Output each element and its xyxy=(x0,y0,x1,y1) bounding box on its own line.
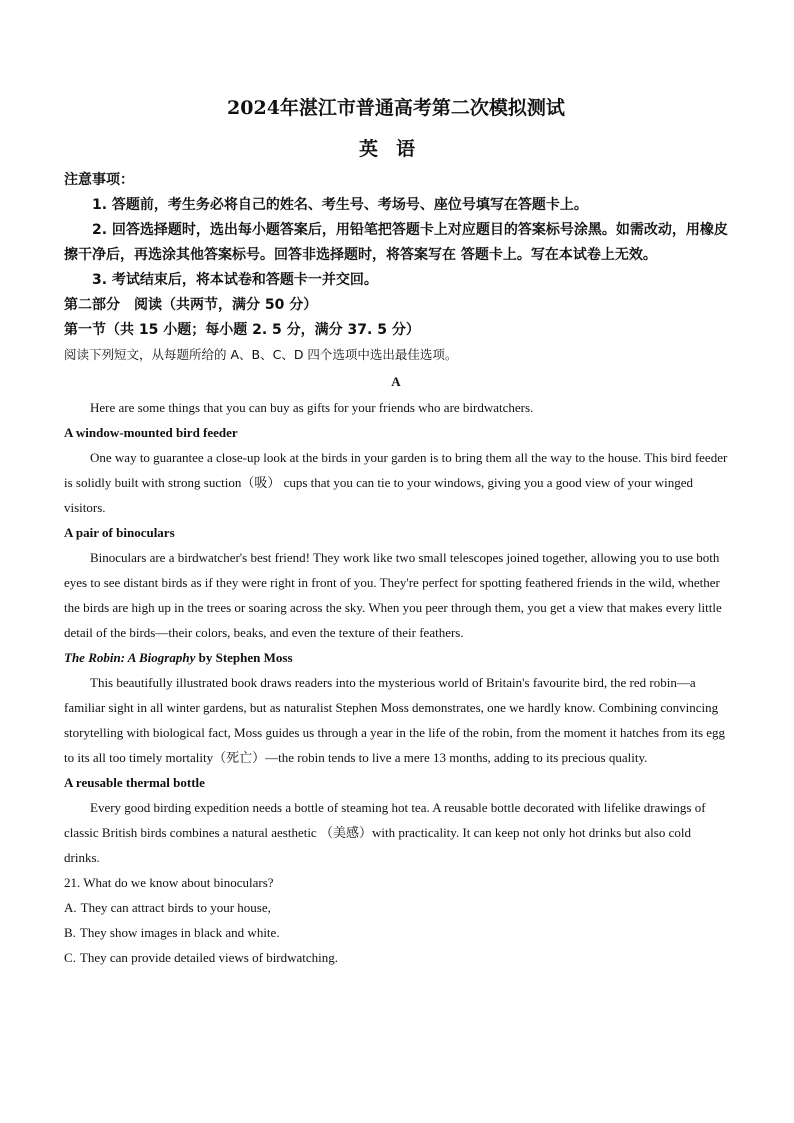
option-text: They can attract birds to your house, xyxy=(80,900,271,915)
gift-heading: A reusable thermal bottle xyxy=(64,775,205,790)
gift-heading: A window-mounted bird feeder xyxy=(64,425,238,440)
gift-description: One way to guarantee a close-up look at the birds in your garden is to bring them all the way to the house. This bird feeder is solidly built with strong suction（吸） cups that you can tie to your windows, giving you a good view of your winged visitors. xyxy=(64,450,728,515)
gift-description: This beautifully illustrated book draws readers into the mysterious world of Britain's favourite bird, the red robin—a familiar sight in all winter gardens, but as naturalist Stephen Moss demonstrates, one we hardly know. Combining convincing storytelling with biological fact, Moss guides us through a year in the life of the robin, from the moment it hatches from its egg to its all too timely mortality（死亡）—the robin tends to live a mere 13 months, adding to its precious quality. xyxy=(64,675,726,765)
exam-page xyxy=(64,90,728,970)
notes-section xyxy=(64,168,728,293)
note-item: 2. 回答选择题时，选出每小题答案后，用铅笔把答题卡上对应题目的答案标号涂黑。如需改动，用橡皮擦干净后，再选涂其他答案标号。回答非选择题时，将答案写在 答题卡上。写在本试卷上无效。 xyxy=(64,222,728,263)
part-title: 第二部分 阅读（共两节，满分 50 分） xyxy=(64,297,318,313)
section-title: 第一节（共 15 小题；每小题 2. 5 分，满分 37. 5 分） xyxy=(64,322,420,338)
gift-heading xyxy=(64,645,728,670)
option-text: They can provide detailed views of birdwatching. xyxy=(79,950,339,965)
gift-description: Binoculars are a birdwatcher's best friend! They work like two small telescopes joined together, allowing you to use both eyes to see distant birds as if they were right in front of you. They're perfect for spotting feathered friends in the wild, whether the birds are high up in the trees or soaring across the sky. When you peer through them, you get a view that makes every little detail of the birds—their colors, beaks, and even the texture of their feathers. xyxy=(64,550,722,640)
answer-option xyxy=(64,920,728,945)
answer-option xyxy=(64,895,728,920)
question-stem: 21. What do we know about binoculars? xyxy=(64,875,274,890)
passage-intro: Here are some things that you can buy as gifts for your friends who are birdwatchers. xyxy=(90,400,534,415)
answer-option xyxy=(64,945,728,970)
option-letter: C. xyxy=(64,950,76,965)
passage-letter: A xyxy=(391,374,401,389)
gift-item xyxy=(64,770,728,870)
gift-heading: A pair of binoculars xyxy=(64,525,175,540)
option-letter: B. xyxy=(64,925,76,940)
book-title: The Robin: A Biography xyxy=(64,650,196,665)
option-letter: A. xyxy=(64,900,77,915)
passage-a xyxy=(64,369,728,870)
notes-heading: 注意事项： xyxy=(64,172,134,188)
option-text: They show images in black and white. xyxy=(79,925,280,940)
note-item: 1. 答题前，考生务必将自己的姓名、考生号、考场号、座位号填写在答题卡上。 xyxy=(92,197,588,213)
question-21 xyxy=(64,870,728,970)
exam-title: 2024年湛江市普通高考第二次模拟测试 xyxy=(227,97,565,119)
gift-description: Every good birding expedition needs a bottle of steaming hot tea. A reusable bottle decorated with lifelike drawings of classic British birds combines a natural aesthetic （美感）with practicality. It can keep not only hot drinks but also cold drinks. xyxy=(64,800,706,865)
gift-item xyxy=(64,420,728,520)
book-author: by Stephen Moss xyxy=(195,650,293,665)
subject-title: 英语 xyxy=(358,138,433,160)
gift-item xyxy=(64,520,728,645)
section-instruction: 阅读下列短文，从每题所给的 A、B、C、D 四个选项中选出最佳选项。 xyxy=(64,347,458,362)
note-item: 3. 考试结束后，将本试卷和答题卡一并交回。 xyxy=(92,272,378,288)
gift-item xyxy=(64,645,728,770)
